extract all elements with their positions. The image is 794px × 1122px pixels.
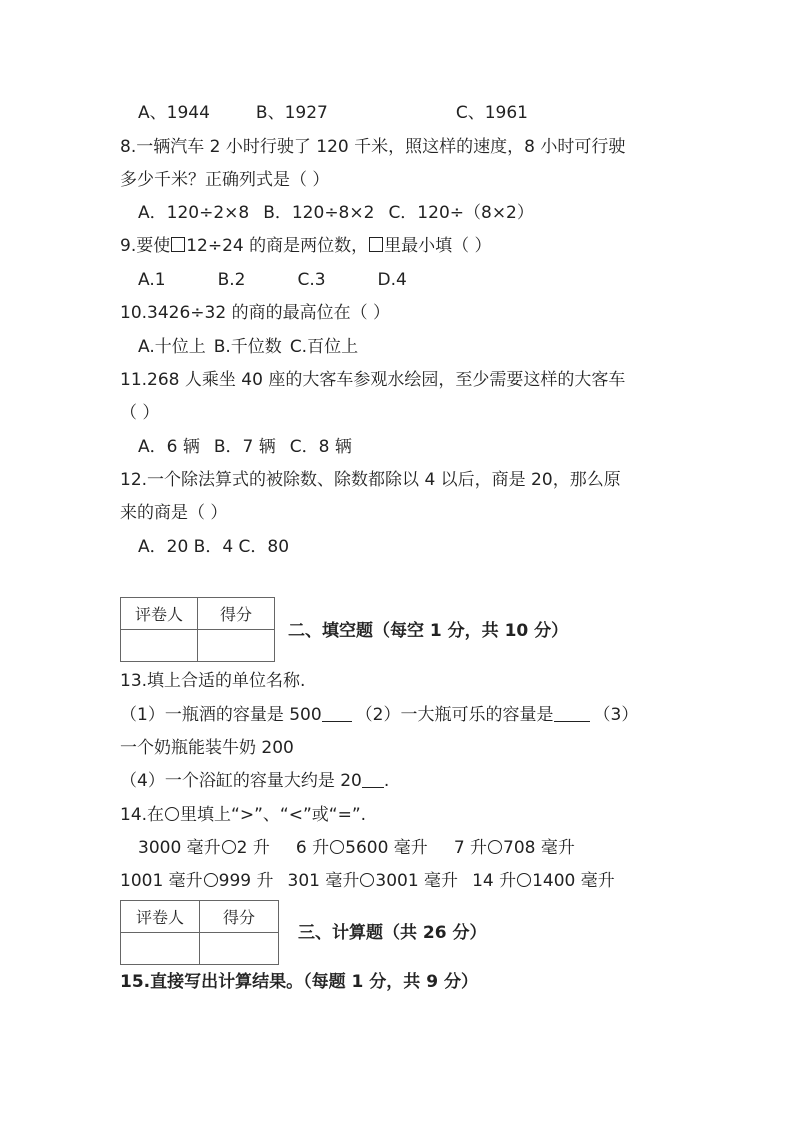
q14-line1: 14.在 里填上“>”、“<”或“=”. <box>120 805 367 825</box>
q12-line1: 12.一个除法算式的被除数、除数都除以 4 以后，商是 20，那么原 <box>120 470 621 490</box>
q8-option-b: B．120÷8×2 <box>263 203 375 223</box>
q11-option-a: A．6 辆 <box>138 437 200 457</box>
answer-blank <box>362 769 384 788</box>
q8-options <box>138 201 534 225</box>
grader-header: 评卷人 <box>121 901 200 933</box>
q11-options <box>138 435 352 459</box>
box-placeholder-icon <box>369 237 383 252</box>
grader-cell <box>121 630 198 662</box>
q13-line4: （4）一个浴缸的容量大约是 20 . <box>120 771 390 791</box>
score-header: 得分 <box>198 598 275 630</box>
score-cell <box>200 933 279 965</box>
answer-blank <box>554 703 590 722</box>
q10-options <box>138 335 358 359</box>
q11-option-c: C．8 辆 <box>289 437 352 457</box>
box-placeholder-icon <box>171 237 185 252</box>
q10-line1: 10.3426÷32 的商的最高位在（ ） <box>120 303 390 323</box>
circle-placeholder-icon <box>165 807 179 821</box>
circle-placeholder-icon <box>488 840 502 854</box>
q9-option-a: A.1 <box>138 270 166 290</box>
q7-option-c: C、1961 <box>455 103 528 123</box>
q9-options <box>138 268 407 292</box>
section-2-title: 二、填空题（每空 1 分，共 10 分） <box>288 621 569 641</box>
q8-option-a: A．120÷2×8 <box>138 203 250 223</box>
q13-line1: 13.填上合适的单位名称. <box>120 671 306 691</box>
answer-blank <box>322 703 352 722</box>
q11-option-b: B．7 辆 <box>213 437 276 457</box>
circle-placeholder-icon <box>204 873 218 887</box>
q15-line1: 15.直接写出计算结果。（每题 1 分，共 9 分） <box>120 972 478 992</box>
score-table <box>120 900 279 965</box>
q9-option-b: B.2 <box>217 270 246 290</box>
circle-placeholder-icon <box>222 840 236 854</box>
q9-option-d: D.4 <box>377 270 407 290</box>
q7-option-a: A、1944 <box>138 103 210 123</box>
q10-option-b: B.千位数 <box>213 337 282 357</box>
q9-line1: 9.要使 12÷24 的商是两位数， 里最小填（ ） <box>120 236 492 256</box>
q7-option-b: B、1927 <box>255 103 328 123</box>
q12-options: A．20 B．4 C．80 <box>138 537 290 557</box>
score-table <box>120 597 275 662</box>
q13-line3: 一个奶瓶能装牛奶 200 <box>120 738 294 758</box>
grader-cell <box>121 933 200 965</box>
q9-option-c: C.3 <box>297 270 326 290</box>
section-3-title: 三、计算题（共 26 分） <box>298 923 487 943</box>
q10-option-a: A.十位上 <box>138 337 206 357</box>
score-header: 得分 <box>200 901 279 933</box>
q11-line1: 11.268 人乘坐 40 座的大客车参观水绘园，至少需要这样的大客车 <box>120 370 626 390</box>
q14-row2: 1001 毫升 999 升 301 毫升 3001 毫升 14 升 1400 毫升 <box>120 871 615 891</box>
score-cell <box>198 630 275 662</box>
q11-line2: （ ） <box>120 403 160 423</box>
circle-placeholder-icon <box>360 873 374 887</box>
q12-line2: 来的商是（ ） <box>120 503 228 523</box>
q13-line2: （1）一瓶酒的容量是 500 （2）一大瓶可乐的容量是 （3） <box>120 705 639 725</box>
q8-option-c: C．120÷（8×2） <box>388 203 534 223</box>
grader-header: 评卷人 <box>121 598 198 630</box>
q7-options <box>138 101 528 125</box>
q14-row1: 3000 毫升 2 升 6 升 5600 毫升 7 升 708 毫升 <box>138 838 575 858</box>
q8-line2: 多少千米？正确列式是（ ） <box>120 170 330 190</box>
circle-placeholder-icon <box>330 840 344 854</box>
q10-option-c: C.百位上 <box>289 337 359 357</box>
q8-line1: 8.一辆汽车 2 小时行驶了 120 千米，照这样的速度，8 小时可行驶 <box>120 137 626 157</box>
circle-placeholder-icon <box>517 873 531 887</box>
